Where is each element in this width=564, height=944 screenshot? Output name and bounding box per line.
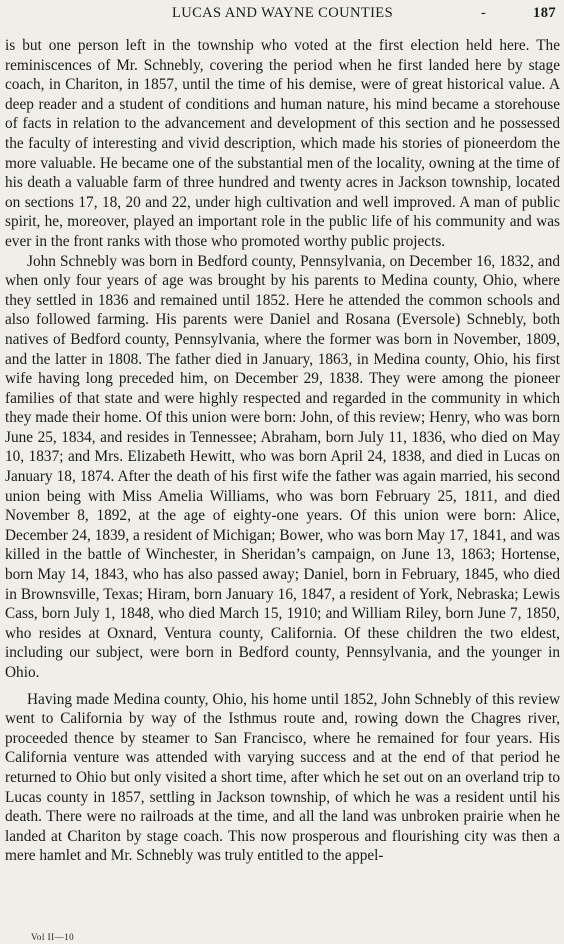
running-head [5,4,560,26]
header-dash: - [481,5,487,21]
paragraph-john-schnebly-birth: John Schnebly was born in Bedford county, Pennsylvania, on December 16, 1832, and when only four years of age was brought by his parents to Medina county, Ohio, where they settled in 1836 and remained until 1852. Here he attended the common schools and also followed farming. His parents were Daniel and Rosana (Eversole) Schnebly, both natives of Bedford county, Pennsylvania, where the former was born in November, 1809, and the latter in 1808. The father died in January, 1863, in Medina county, Ohio, his first wife having long preceded him, on December 29, 1838. They were among the pioneer families of that state and were highly respected and regarded in the community in which they made their home. Of this union were born: John, of this review; Henry, who was born June 25, 1834, and resides in Tennessee; Abraham, born July 11, 1836, who died on May 10, 1837; and Mrs. Elizabeth Hewitt, who was born April 24, 1838, and died in Lucas on January 18, 1874. After the death of his first wife the father was again married, his second union being with Miss Amelia Williams, who was born February 25, 1811, and died November 8, 1892, at the age of eighty-one years. Of this union were born: Alice, December 24, 1839, a resident of Michigan; Bower, who was born May 17, 1841, and was killed in the battle of Winchester, in Sheridan’s campaign, on June 13, 1863; Hortense, born May 14, 1843, who has also passed away; Daniel, born in February, 1845, who died in Brownsville, Texas; Hiram, born January 16, 1847, a resident of York, Nebraska; Lewis Cass, born July 1, 1848, who died March 15, 1910; and William Riley, born June 7, 1850, who resides at Oxnard, Ventura county, California. Of these children the two eldest, including our subject, were born in Bedford county, Pennsylvania, and the younger in Ohio. [5,252,560,681]
page-body [5,36,560,866]
paragraph-continued: is but one person left in the township who voted at the first election held here. The reminiscences of Mr. Schnebly, covering the period when he first landed here by stage coach, in Chariton, in 1857, until the time of his demise, were of great historical value. A deep reader and a student of conditions and human nature, his mind became a storehouse of facts in relation to the advancement and development of this section and he possessed the faculty of interesting and vivid description, which made his stories of pioneerdom the more valuable. He became one of the substantial men of the locality, owning at the time of his death a valuable farm of three hundred and twenty acres in Jackson township, located on sections 17, 18, 20 and 22, under high cultivation and well improved. A man of public spirit, he, moreover, played an important role in the public life of his community and was ever in the front ranks with those who promoted worthy public projects. [5,37,560,250]
page-number: 187 [533,5,556,21]
running-title: LUCAS AND WAYNE COUNTIES [171,5,394,21]
volume-signature-mark: Vol II—10 [31,932,75,942]
paragraph-california-venture: Having made Medina county, Ohio, his home until 1852, John Schnebly of this review went to California by way of the Isthmus route and, rowing down the Chagres river, proceeded thence by steamer to San Francisco, where he remained for four years. His California venture was attended with varying success and at the end of that period he returned to Ohio but only visited a short time, after which he set out on an overland trip to Lucas county in 1857, settling in Jackson township, of which he was a resident until his death. There were no railroads at the time, and all the land was unbroken prairie when he landed at Chariton by stage coach. This now prosperous and flourishing city was then a mere hamlet and Mr. Schnebly was truly entitled to the appel- [5,690,560,865]
